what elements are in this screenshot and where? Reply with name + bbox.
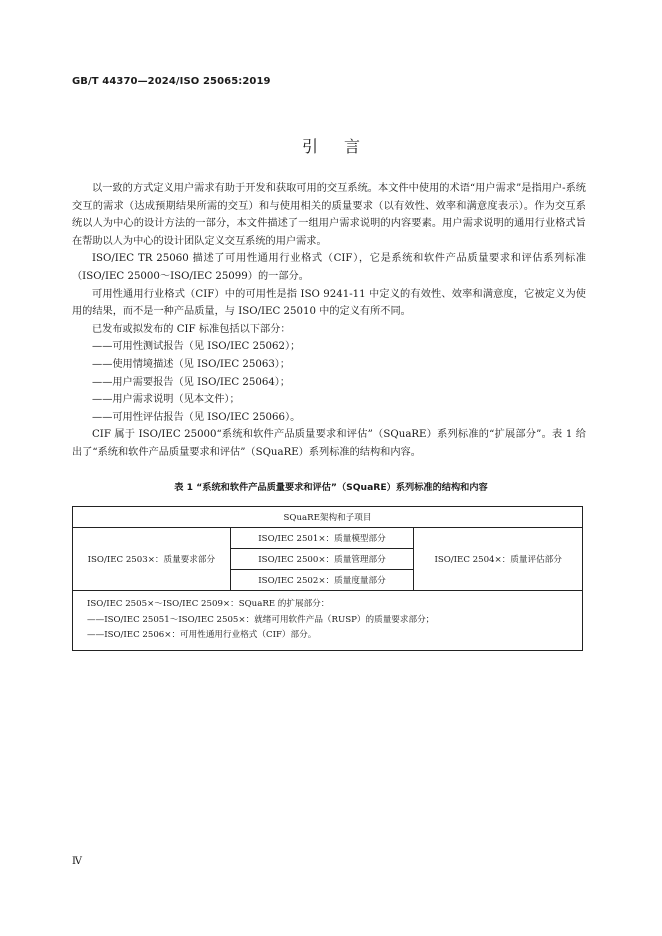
list-item: ——可用性评估报告（见 ISO/IEC 25066）。: [92, 411, 301, 423]
paragraph-list-intro: 已发布或拟发布的 CIF 标准包括以下部分：: [92, 323, 291, 335]
table-cell-model: ISO/IEC 2501×：质量模型部分: [230, 528, 414, 549]
paragraph-cif: ISO/IEC TR 25060 描述了可用性通用行业格式（CIF），它是系统和软件产品质量要求和评估系列标准（ISO/IEC 25000～ISO/IEC 25099）的一部分。: [72, 253, 586, 282]
table-note: ——ISO/IEC 25051～ISO/IEC 2505×：就绪可用软件产品（RUSP）的质量要求部分；: [87, 614, 435, 625]
square-structure-table: [72, 506, 583, 651]
table-caption: 表 1 “系统和软件产品质量要求和评估”（SQuaRE）系列标准的结构和内容: [174, 482, 488, 493]
table-cell-measurement: ISO/IEC 2502×：质量度量部分: [230, 570, 414, 591]
table-cell-evaluation: ISO/IEC 2504×：质量评估部分: [414, 528, 583, 591]
table-cell-requirements: ISO/IEC 2503×：质量要求部分: [73, 528, 231, 591]
list-item: ——用户需要报告（见 ISO/IEC 25064）；: [92, 376, 291, 388]
body-text: [72, 180, 586, 462]
paragraph-closing: CIF 属于 ISO/IEC 25000“系统和软件产品质量要求和评估”（SQuaRE）系列标准的“扩展部分”。表 1 给出了“系统和软件产品质量要求和评估”（SQuaRE）系列标准的结构和内容。: [72, 429, 586, 458]
table-header-cell: SQuaRE架构和子项目: [73, 507, 583, 528]
page-number: Ⅳ: [72, 856, 82, 867]
list-item: ——用户需求说明（见本文件）；: [92, 394, 240, 406]
page-title: 引言: [301, 137, 386, 156]
table-note: ISO/IEC 2505×～ISO/IEC 2509×：SQuaRE 的扩展部分：: [87, 599, 330, 609]
table-notes-cell: [73, 591, 583, 651]
list-item: ——使用情境描述（见 ISO/IEC 25063）；: [92, 358, 291, 370]
table-cell-management: ISO/IEC 2500×：质量管理部分: [230, 549, 414, 570]
list-item: ——可用性测试报告（见 ISO/IEC 25062）；: [92, 341, 301, 353]
standard-code: GB/T 44370—2024/ISO 25065:2019: [72, 76, 271, 87]
paragraph-usability: 可用性通用行业格式（CIF）中的可用性是指 ISO 9241-11 中定义的有效性、效率和满意度，它被定义为使用的结果，而不是一种产品质量，与 ISO/IEC 25010 中的定义有所不同。: [72, 288, 586, 318]
paragraph-intro: 以一致的方式定义用户需求有助于开发和获取可用的交互系统。本文件中使用的术语“用户需求”是指用户-系统交互的需求（达成预期结果所需的交互）和与使用相关的质量要求（以有效性、效率和满意度表示）。作为交互系统以人为中心的设计方法的一部分，本文件描述了一组用户需求说明的内容要素。用户需求说明的通用行业格式旨在帮助以人为中心的设计团队定义交互系统的用户需求。: [72, 183, 586, 247]
table-note: ——ISO/IEC 2506×：可用性通用行业格式（CIF）部分。: [87, 630, 317, 640]
